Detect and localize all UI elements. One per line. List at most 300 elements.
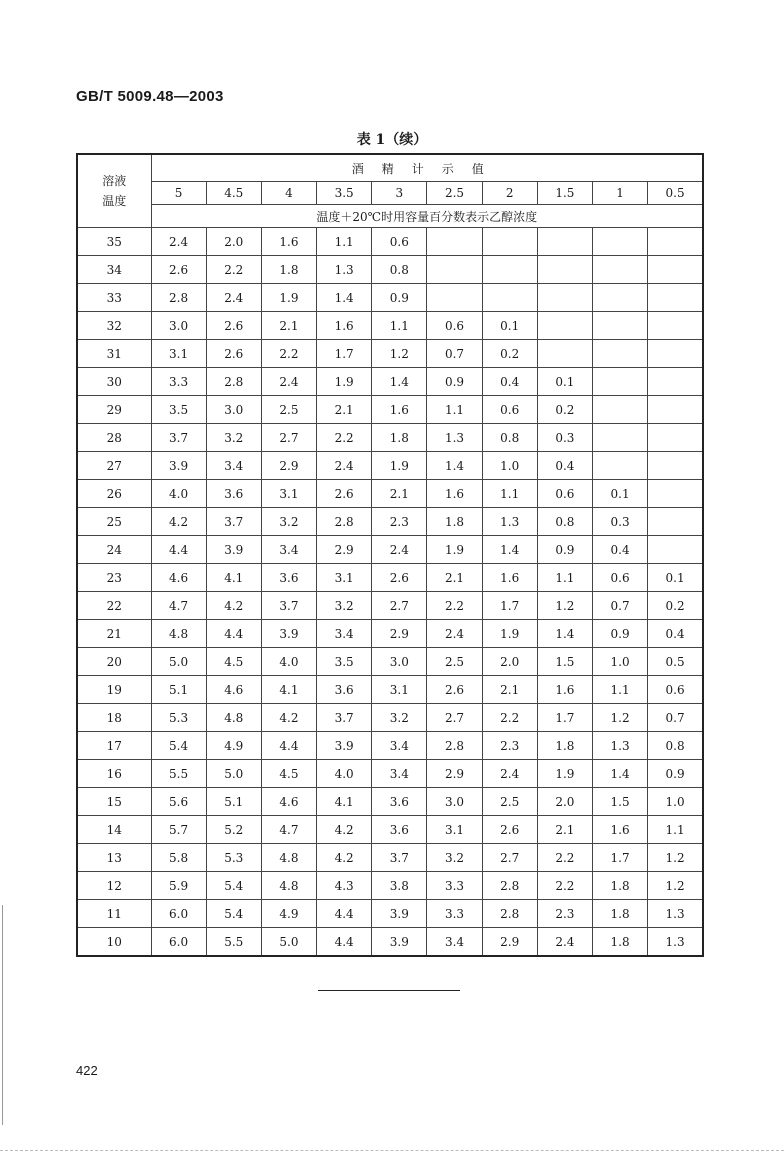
column-header: 1.5 — [537, 182, 592, 205]
value-cell: 4.9 — [206, 732, 261, 760]
temperature-cell: 16 — [77, 760, 151, 788]
value-cell: 1.1 — [537, 564, 592, 592]
value-cell: 1.9 — [372, 452, 427, 480]
value-cell: 2.0 — [206, 228, 261, 256]
value-cell: 3.4 — [206, 452, 261, 480]
table-row — [77, 732, 703, 760]
value-cell: 1.0 — [648, 788, 703, 816]
value-cell: 3.4 — [317, 620, 372, 648]
value-cell — [593, 284, 648, 312]
value-cell: 1.8 — [593, 928, 648, 957]
table-row — [77, 228, 703, 256]
value-cell: 5.0 — [151, 648, 206, 676]
value-cell: 4.6 — [261, 788, 316, 816]
column-header: 4.5 — [206, 182, 261, 205]
value-cell: 5.3 — [151, 704, 206, 732]
value-cell — [648, 284, 703, 312]
value-cell: 3.2 — [427, 844, 482, 872]
value-cell: 3.0 — [206, 396, 261, 424]
temperature-cell: 12 — [77, 872, 151, 900]
value-cell: 1.4 — [427, 452, 482, 480]
value-cell: 4.2 — [151, 508, 206, 536]
value-cell: 2.8 — [482, 900, 537, 928]
value-cell: 1.2 — [372, 340, 427, 368]
value-cell: 2.8 — [151, 284, 206, 312]
value-cell: 3.7 — [261, 592, 316, 620]
corner-label-temperature: 温度 — [102, 194, 127, 208]
value-cell: 4.6 — [151, 564, 206, 592]
table-row — [77, 396, 703, 424]
table-row — [77, 312, 703, 340]
value-cell — [648, 228, 703, 256]
value-cell: 2.6 — [206, 340, 261, 368]
value-cell: 5.0 — [206, 760, 261, 788]
value-cell: 2.2 — [261, 340, 316, 368]
value-cell: 0.4 — [482, 368, 537, 396]
value-cell: 2.4 — [537, 928, 592, 957]
value-cell — [648, 256, 703, 284]
temperature-cell: 15 — [77, 788, 151, 816]
page-number: 422 — [76, 1063, 98, 1078]
value-cell: 3.2 — [317, 592, 372, 620]
temperature-cell: 20 — [77, 648, 151, 676]
column-header: 5 — [151, 182, 206, 205]
value-cell: 1.4 — [482, 536, 537, 564]
value-cell: 0.6 — [593, 564, 648, 592]
column-header: 2.5 — [427, 182, 482, 205]
temperature-cell: 26 — [77, 480, 151, 508]
value-cell: 0.8 — [537, 508, 592, 536]
value-cell: 1.2 — [593, 704, 648, 732]
value-cell: 0.5 — [648, 648, 703, 676]
value-cell: 2.4 — [261, 368, 316, 396]
table-row — [77, 536, 703, 564]
column-header-row — [77, 182, 703, 205]
value-cell: 4.6 — [206, 676, 261, 704]
table-row — [77, 620, 703, 648]
value-cell: 3.9 — [261, 620, 316, 648]
value-cell: 3.2 — [372, 704, 427, 732]
value-cell: 3.0 — [372, 648, 427, 676]
temperature-cell: 13 — [77, 844, 151, 872]
value-cell: 1.8 — [593, 872, 648, 900]
value-cell — [648, 452, 703, 480]
value-cell: 1.2 — [648, 872, 703, 900]
table-row — [77, 900, 703, 928]
value-cell: 5.4 — [206, 872, 261, 900]
value-cell — [427, 284, 482, 312]
table-row — [77, 256, 703, 284]
table-row — [77, 592, 703, 620]
value-cell: 1.0 — [482, 452, 537, 480]
value-cell: 0.1 — [593, 480, 648, 508]
value-cell: 3.6 — [372, 816, 427, 844]
value-cell — [593, 312, 648, 340]
temperature-cell: 22 — [77, 592, 151, 620]
value-cell: 1.3 — [648, 928, 703, 957]
value-cell: 4.8 — [206, 704, 261, 732]
temperature-cell: 19 — [77, 676, 151, 704]
value-cell: 0.8 — [372, 256, 427, 284]
value-cell: 3.9 — [206, 536, 261, 564]
value-cell: 5.8 — [151, 844, 206, 872]
table-row — [77, 452, 703, 480]
value-cell: 2.6 — [482, 816, 537, 844]
value-cell: 3.9 — [317, 732, 372, 760]
value-cell: 1.4 — [317, 284, 372, 312]
value-cell: 2.9 — [427, 760, 482, 788]
value-cell: 4.0 — [317, 760, 372, 788]
value-cell: 2.2 — [206, 256, 261, 284]
value-cell: 0.9 — [372, 284, 427, 312]
value-cell: 0.4 — [593, 536, 648, 564]
table-row — [77, 424, 703, 452]
value-cell: 3.3 — [151, 368, 206, 396]
temperature-cell: 18 — [77, 704, 151, 732]
table-row — [77, 872, 703, 900]
value-cell: 3.5 — [151, 396, 206, 424]
value-cell: 1.6 — [317, 312, 372, 340]
value-cell — [593, 452, 648, 480]
table-row — [77, 508, 703, 536]
table-row — [77, 284, 703, 312]
value-cell — [482, 284, 537, 312]
value-cell: 1.6 — [261, 228, 316, 256]
value-cell: 3.6 — [261, 564, 316, 592]
value-cell: 2.5 — [261, 396, 316, 424]
table-row — [77, 760, 703, 788]
table-row — [77, 564, 703, 592]
corner-header — [77, 154, 151, 228]
value-cell: 3.5 — [317, 648, 372, 676]
table-row — [77, 648, 703, 676]
value-cell: 1.9 — [427, 536, 482, 564]
value-cell — [482, 228, 537, 256]
value-cell: 2.2 — [427, 592, 482, 620]
temperature-cell: 21 — [77, 620, 151, 648]
value-cell: 4.2 — [261, 704, 316, 732]
value-cell: 4.8 — [151, 620, 206, 648]
value-cell: 2.2 — [482, 704, 537, 732]
value-cell: 0.1 — [648, 564, 703, 592]
value-cell: 0.4 — [537, 452, 592, 480]
value-cell — [537, 284, 592, 312]
value-cell: 2.6 — [151, 256, 206, 284]
value-cell: 1.2 — [537, 592, 592, 620]
value-cell: 0.9 — [593, 620, 648, 648]
table-row — [77, 368, 703, 396]
value-cell: 2.2 — [537, 844, 592, 872]
value-cell: 4.2 — [317, 844, 372, 872]
temperature-cell: 28 — [77, 424, 151, 452]
value-cell: 4.1 — [261, 676, 316, 704]
value-cell: 2.8 — [206, 368, 261, 396]
temperature-cell: 32 — [77, 312, 151, 340]
value-cell: 1.3 — [317, 256, 372, 284]
scan-edge-line — [2, 905, 3, 1125]
value-cell: 0.9 — [537, 536, 592, 564]
value-cell: 4.5 — [261, 760, 316, 788]
end-rule — [318, 990, 460, 991]
value-cell: 4.4 — [151, 536, 206, 564]
value-cell: 1.0 — [593, 648, 648, 676]
value-cell — [427, 228, 482, 256]
value-cell: 1.1 — [593, 676, 648, 704]
value-cell — [648, 508, 703, 536]
value-cell: 0.2 — [537, 396, 592, 424]
value-cell: 2.2 — [537, 872, 592, 900]
value-cell — [648, 536, 703, 564]
column-header: 3.5 — [317, 182, 372, 205]
value-cell: 1.4 — [537, 620, 592, 648]
value-cell — [427, 256, 482, 284]
group-header: 酒精计示值 — [151, 154, 703, 182]
value-cell: 1.3 — [427, 424, 482, 452]
value-cell: 2.7 — [372, 592, 427, 620]
value-cell: 5.3 — [206, 844, 261, 872]
value-cell: 3.2 — [206, 424, 261, 452]
value-cell: 2.0 — [537, 788, 592, 816]
value-cell: 1.7 — [482, 592, 537, 620]
temperature-cell: 34 — [77, 256, 151, 284]
value-cell: 1.5 — [593, 788, 648, 816]
temperature-cell: 10 — [77, 928, 151, 957]
column-header: 4 — [261, 182, 316, 205]
value-cell: 3.4 — [427, 928, 482, 957]
column-header: 1 — [593, 182, 648, 205]
value-cell: 4.0 — [261, 648, 316, 676]
document-code: GB/T 5009.48—2003 — [76, 88, 224, 105]
value-cell: 4.8 — [261, 872, 316, 900]
value-cell: 2.8 — [482, 872, 537, 900]
value-cell: 3.2 — [261, 508, 316, 536]
value-cell: 5.6 — [151, 788, 206, 816]
value-cell — [537, 256, 592, 284]
value-cell: 2.6 — [372, 564, 427, 592]
value-cell: 0.1 — [482, 312, 537, 340]
value-cell: 5.7 — [151, 816, 206, 844]
temperature-cell: 29 — [77, 396, 151, 424]
value-cell: 2.9 — [261, 452, 316, 480]
value-cell: 2.5 — [427, 648, 482, 676]
table-row — [77, 480, 703, 508]
table-row — [77, 676, 703, 704]
value-cell: 1.9 — [261, 284, 316, 312]
value-cell: 1.7 — [593, 844, 648, 872]
value-cell — [593, 368, 648, 396]
value-cell: 2.4 — [151, 228, 206, 256]
value-cell — [482, 256, 537, 284]
value-cell — [648, 368, 703, 396]
value-cell: 2.7 — [482, 844, 537, 872]
value-cell: 2.1 — [372, 480, 427, 508]
value-cell: 3.3 — [427, 872, 482, 900]
table-body — [77, 228, 703, 957]
value-cell: 3.6 — [317, 676, 372, 704]
value-cell: 3.3 — [427, 900, 482, 928]
table-row — [77, 816, 703, 844]
value-cell: 2.1 — [427, 564, 482, 592]
value-cell — [648, 340, 703, 368]
temperature-cell: 24 — [77, 536, 151, 564]
value-cell: 3.9 — [372, 928, 427, 957]
value-cell: 0.1 — [537, 368, 592, 396]
value-cell: 4.1 — [206, 564, 261, 592]
value-cell: 5.2 — [206, 816, 261, 844]
value-cell: 4.4 — [206, 620, 261, 648]
value-cell: 3.6 — [206, 480, 261, 508]
temperature-cell: 23 — [77, 564, 151, 592]
value-cell: 1.4 — [593, 760, 648, 788]
column-header: 2 — [482, 182, 537, 205]
value-cell: 0.7 — [427, 340, 482, 368]
value-cell: 2.0 — [482, 648, 537, 676]
value-cell: 4.5 — [206, 648, 261, 676]
value-cell: 3.0 — [151, 312, 206, 340]
table-row — [77, 928, 703, 957]
value-cell: 1.1 — [427, 396, 482, 424]
value-cell: 1.9 — [537, 760, 592, 788]
value-cell: 1.6 — [537, 676, 592, 704]
temperature-cell: 25 — [77, 508, 151, 536]
value-cell: 0.7 — [593, 592, 648, 620]
table-row — [77, 788, 703, 816]
alcohol-correction-table — [76, 153, 704, 957]
value-cell: 6.0 — [151, 928, 206, 957]
value-cell: 1.2 — [648, 844, 703, 872]
value-cell: 1.4 — [372, 368, 427, 396]
value-cell: 5.5 — [151, 760, 206, 788]
value-cell: 2.9 — [482, 928, 537, 957]
value-cell: 3.1 — [151, 340, 206, 368]
value-cell: 1.3 — [648, 900, 703, 928]
value-cell: 0.7 — [648, 704, 703, 732]
value-cell: 2.3 — [482, 732, 537, 760]
value-cell: 2.5 — [482, 788, 537, 816]
value-cell: 1.6 — [427, 480, 482, 508]
value-cell: 4.8 — [261, 844, 316, 872]
value-cell: 2.4 — [482, 760, 537, 788]
value-cell — [648, 424, 703, 452]
value-cell: 2.7 — [261, 424, 316, 452]
temperature-cell: 31 — [77, 340, 151, 368]
scan-bottom-line — [0, 1150, 784, 1151]
value-cell: 6.0 — [151, 900, 206, 928]
temperature-cell: 11 — [77, 900, 151, 928]
corner-label-solution: 溶液 — [102, 174, 127, 188]
table-row — [77, 340, 703, 368]
value-cell — [593, 256, 648, 284]
value-cell: 3.4 — [261, 536, 316, 564]
value-cell: 1.1 — [372, 312, 427, 340]
value-cell: 1.8 — [372, 424, 427, 452]
value-cell: 1.8 — [261, 256, 316, 284]
value-cell: 1.1 — [317, 228, 372, 256]
value-cell: 4.4 — [317, 900, 372, 928]
value-cell: 1.8 — [593, 900, 648, 928]
value-cell: 2.6 — [427, 676, 482, 704]
value-cell: 2.4 — [372, 536, 427, 564]
value-cell: 3.7 — [317, 704, 372, 732]
value-cell: 2.4 — [427, 620, 482, 648]
value-cell: 1.9 — [482, 620, 537, 648]
value-cell — [593, 424, 648, 452]
value-cell: 1.8 — [427, 508, 482, 536]
value-cell: 0.6 — [427, 312, 482, 340]
value-cell — [593, 396, 648, 424]
value-cell: 2.1 — [317, 396, 372, 424]
value-cell: 2.9 — [372, 620, 427, 648]
table-row — [77, 704, 703, 732]
value-cell: 3.4 — [372, 732, 427, 760]
value-cell: 1.9 — [317, 368, 372, 396]
value-cell: 4.4 — [261, 732, 316, 760]
value-cell: 0.6 — [537, 480, 592, 508]
table-subheader: 温度＋20℃时用容量百分数表示乙醇浓度 — [151, 205, 703, 228]
value-cell: 1.7 — [537, 704, 592, 732]
value-cell: 2.3 — [372, 508, 427, 536]
value-cell — [593, 340, 648, 368]
temperature-cell: 33 — [77, 284, 151, 312]
value-cell — [537, 228, 592, 256]
value-cell: 2.8 — [427, 732, 482, 760]
value-cell: 3.1 — [372, 676, 427, 704]
value-cell — [648, 396, 703, 424]
value-cell: 3.8 — [372, 872, 427, 900]
value-cell: 0.6 — [482, 396, 537, 424]
value-cell: 4.9 — [261, 900, 316, 928]
table-caption: 表 1（续） — [356, 132, 428, 148]
value-cell: 5.0 — [261, 928, 316, 957]
value-cell: 1.3 — [593, 732, 648, 760]
value-cell: 2.2 — [317, 424, 372, 452]
value-cell: 3.9 — [372, 900, 427, 928]
value-cell: 4.2 — [317, 816, 372, 844]
value-cell: 4.4 — [317, 928, 372, 957]
value-cell: 5.4 — [206, 900, 261, 928]
value-cell: 0.4 — [648, 620, 703, 648]
temperature-cell: 35 — [77, 228, 151, 256]
value-cell: 3.0 — [427, 788, 482, 816]
value-cell: 1.1 — [482, 480, 537, 508]
value-cell: 1.1 — [648, 816, 703, 844]
value-cell: 4.0 — [151, 480, 206, 508]
value-cell: 2.7 — [427, 704, 482, 732]
value-cell: 2.6 — [317, 480, 372, 508]
value-cell: 3.7 — [372, 844, 427, 872]
value-cell: 0.9 — [648, 760, 703, 788]
value-cell: 0.8 — [648, 732, 703, 760]
value-cell: 3.6 — [372, 788, 427, 816]
value-cell: 3.1 — [317, 564, 372, 592]
value-cell: 3.9 — [151, 452, 206, 480]
value-cell: 3.7 — [151, 424, 206, 452]
column-header: 3 — [372, 182, 427, 205]
value-cell: 0.2 — [482, 340, 537, 368]
table-row — [77, 844, 703, 872]
value-cell: 4.7 — [261, 816, 316, 844]
value-cell: 4.3 — [317, 872, 372, 900]
value-cell: 3.4 — [372, 760, 427, 788]
value-cell: 0.9 — [427, 368, 482, 396]
value-cell: 1.6 — [482, 564, 537, 592]
value-cell: 3.7 — [206, 508, 261, 536]
value-cell: 5.4 — [151, 732, 206, 760]
value-cell: 5.5 — [206, 928, 261, 957]
value-cell — [648, 480, 703, 508]
value-cell: 4.2 — [206, 592, 261, 620]
value-cell: 2.4 — [206, 284, 261, 312]
